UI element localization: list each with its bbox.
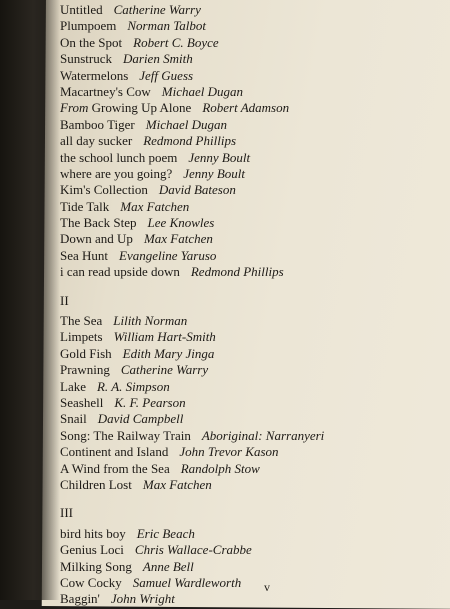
poem-author: Samuel Wardleworth: [132, 574, 242, 590]
poem-title: [60, 51, 112, 66]
poem-title: [60, 215, 137, 230]
toc-section: [60, 281, 324, 494]
poem-title: [60, 411, 87, 426]
toc-entry: [60, 411, 324, 427]
poem-author: Lilith Norman: [113, 313, 188, 329]
poem-title: [60, 428, 191, 443]
poem-author: Randolph Stow: [180, 460, 260, 476]
title-text: Sunstruck: [60, 51, 112, 67]
poem-author: Evangeline Yaruso: [119, 247, 217, 263]
title-text: Lake: [60, 378, 86, 394]
poem-author: Jenny Boult: [188, 149, 251, 165]
poem-title: [60, 444, 168, 459]
poem-title: [60, 117, 135, 132]
poem-title: [60, 166, 172, 181]
poem-author: Robert Adamson: [202, 100, 290, 116]
poem-title: [60, 526, 126, 541]
toc-entry: [60, 477, 324, 493]
poem-title: [60, 477, 132, 492]
toc-entry: [60, 559, 324, 575]
poem-author: William Hart-Smith: [113, 329, 216, 345]
poem-author: Jeff Guess: [139, 67, 194, 83]
section-heading: II: [60, 292, 69, 308]
poem-author: Eric Beach: [136, 525, 195, 541]
title-text: The Sea: [60, 313, 103, 329]
toc-entry: [60, 133, 324, 149]
toc-entry: [60, 199, 324, 215]
poem-title: [60, 313, 102, 328]
poem-author: Anne Bell: [142, 558, 194, 574]
poem-title: [60, 461, 170, 476]
title-text: Down and Up: [60, 231, 133, 247]
poem-title: [60, 199, 109, 214]
title-text: Children Lost: [60, 476, 132, 492]
toc-entry: [60, 395, 324, 411]
poem-title: [60, 35, 122, 50]
title-text: Genius Loci: [60, 542, 124, 558]
poem-author: John Trevor Kason: [179, 444, 279, 460]
poem-author: Michael Dugan: [161, 83, 244, 99]
title-text: Cow Cocky: [60, 574, 122, 590]
toc-entry: [60, 329, 324, 345]
poem-title: [60, 264, 180, 279]
toc-entry: [60, 526, 324, 542]
poem-title: [60, 68, 128, 83]
poem-author: K. F. Pearson: [114, 394, 186, 410]
poem-author: Aboriginal: Narranyeri: [201, 427, 325, 443]
title-text: Tide Talk: [60, 198, 110, 214]
poem-author: Michael Dugan: [145, 116, 227, 132]
poem-author: John Wright: [110, 591, 175, 607]
title-text: bird hits boy: [60, 525, 126, 541]
toc-entry: [60, 100, 324, 116]
toc-entry: [60, 346, 324, 362]
title-text: A Wind from the Sea: [60, 460, 170, 476]
poem-author: Max Fatchen: [142, 476, 212, 492]
toc-entry: [60, 166, 324, 182]
poem-author: Max Fatchen: [120, 198, 190, 214]
toc-entry: [60, 264, 324, 280]
title-text: Song: The Railway Train: [60, 427, 191, 443]
poem-title: [60, 133, 132, 148]
toc-entry: [60, 215, 324, 231]
toc-entry: [60, 379, 324, 395]
title-text: Kim's Collection: [60, 182, 148, 198]
title-text: Baggin': [60, 591, 100, 607]
toc-entry: [60, 117, 324, 133]
title-text: Bamboo Tiger: [60, 116, 135, 132]
title-text: the school lunch poem: [60, 149, 178, 165]
toc-entry: [60, 248, 324, 264]
title-text: Watermelons: [60, 67, 129, 83]
toc-entry: [60, 68, 324, 84]
poem-author: Max Fatchen: [143, 231, 213, 247]
toc-section: [60, 0, 324, 281]
poem-title: [60, 591, 100, 606]
title-text: On the Spot: [60, 34, 123, 50]
poem-title: [60, 362, 110, 377]
toc-entry: [60, 591, 324, 607]
poem-author: Catherine Warry: [113, 2, 201, 17]
poem-title: [60, 329, 103, 344]
title-text: The Back Step: [60, 215, 137, 231]
poem-author: Norman Talbot: [127, 18, 206, 34]
poem-author: David Campbell: [97, 411, 184, 427]
title-text: all day sucker: [60, 133, 133, 149]
section-gap: [60, 493, 324, 505]
title-text: where are you going?: [60, 165, 173, 181]
poem-title: [60, 231, 133, 246]
title-text: Macartney's Cow: [60, 83, 151, 99]
toc-entry: [60, 362, 324, 378]
poem-author: Darien Smith: [123, 51, 193, 67]
poem-author: Edith Mary Jinga: [122, 345, 215, 361]
toc-entry: [60, 542, 324, 558]
poem-title: [60, 100, 191, 115]
poem-title: [60, 542, 124, 557]
toc-entry: [60, 428, 324, 444]
toc-entry: [60, 51, 324, 67]
poem-title: [60, 182, 148, 197]
poem-author: R. A. Simpson: [96, 378, 170, 394]
poem-author: Catherine Warry: [120, 362, 209, 378]
toc-entry: [60, 575, 324, 591]
poem-title: [60, 346, 112, 361]
toc-section: [60, 493, 324, 607]
poem-title: [60, 575, 122, 590]
title-text: Continent and Island: [60, 444, 169, 460]
title-text: Gold Fish: [60, 345, 112, 361]
toc-entry: [60, 313, 324, 329]
poem-author: Chris Wallace-Crabbe: [134, 542, 252, 558]
title-text: Milking Song: [60, 558, 132, 574]
poem-author: Jenny Boult: [183, 165, 245, 181]
toc-entry: [60, 2, 324, 18]
title-text: Snail: [60, 411, 87, 427]
poem-title: [60, 18, 116, 33]
poem-title: [60, 559, 132, 574]
table-of-contents: [60, 0, 324, 608]
title-text: Growing Up Alone: [91, 100, 192, 116]
toc-entry: [60, 150, 324, 166]
toc-entry: [60, 461, 324, 477]
title-text: i can read upside down: [60, 264, 180, 280]
poem-title: [60, 84, 151, 99]
title-text: Sea Hunt: [60, 247, 109, 263]
title-text: Untitled: [60, 2, 103, 17]
poem-title: [60, 150, 177, 165]
section-heading: III: [60, 505, 73, 521]
toc-entry: [60, 231, 324, 247]
poem-author: Redmond Phillips: [190, 264, 284, 280]
title-text: Seashell: [60, 394, 104, 410]
page-number: v: [264, 580, 270, 594]
poem-title: [60, 395, 103, 410]
poem-title: [60, 248, 108, 263]
poem-author: David Bateson: [158, 182, 236, 198]
section-gap: [60, 281, 324, 293]
poem-author: Robert C. Boyce: [133, 34, 219, 50]
title-text: Prawning: [60, 362, 110, 378]
title-prefix: From: [60, 100, 89, 116]
title-text: Limpets: [60, 329, 103, 345]
title-text: Plumpoem: [60, 18, 117, 34]
poem-title: [60, 2, 103, 17]
toc-entry: [60, 182, 324, 198]
toc-entry: [60, 444, 324, 460]
toc-entry: [60, 35, 324, 51]
poem-author: Lee Knowles: [147, 215, 215, 231]
toc-entry: [60, 84, 324, 100]
poem-title: [60, 379, 86, 394]
toc-entry: [60, 18, 324, 34]
poem-author: Redmond Phillips: [143, 133, 236, 149]
